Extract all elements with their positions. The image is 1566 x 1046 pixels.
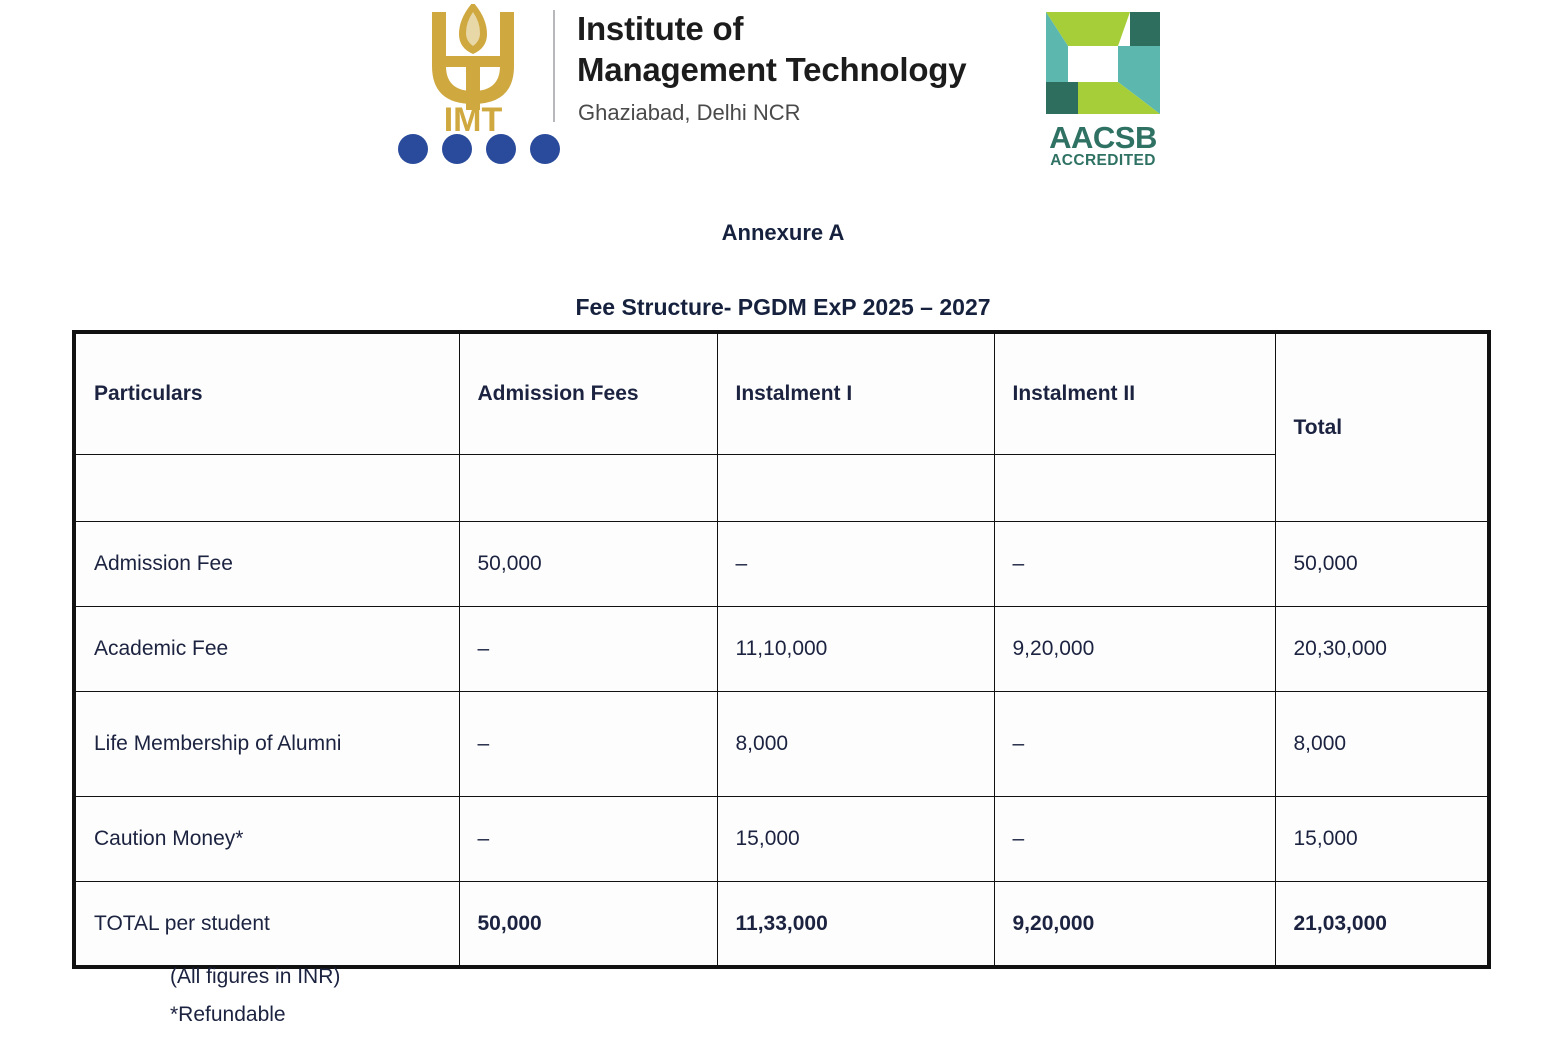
cell-instalment-2: – (994, 692, 1275, 797)
header-instalment-2: Instalment II (994, 332, 1275, 455)
table-header-row (74, 332, 1489, 455)
letterhead (0, 0, 1566, 175)
spacer-cell-instalment-2 (994, 455, 1275, 522)
cell-total: 8,000 (1275, 692, 1489, 797)
header-instalment-1: Instalment I (717, 332, 994, 455)
header-particulars: Particulars (74, 332, 459, 455)
fee-structure-table-container (72, 330, 1487, 969)
cell-instalment-1: 11,10,000 (717, 607, 994, 692)
footnote-refundable: *Refundable (170, 1003, 286, 1026)
imt-dot-4 (530, 134, 560, 164)
aacsb-status: ACCREDITED (1050, 152, 1156, 169)
table-total-row (74, 882, 1489, 968)
cell-admission-fees: – (459, 692, 717, 797)
cell-instalment-1: – (717, 522, 994, 607)
cell-total: 50,000 (1275, 522, 1489, 607)
spacer-cell-particulars (74, 455, 459, 522)
annexure-label: Annexure A (721, 220, 845, 245)
table-row (74, 607, 1489, 692)
cell-instalment-2-total: 9,20,000 (994, 882, 1275, 968)
page-title: Fee Structure- PGDM ExP 2025 – 2027 (575, 294, 991, 320)
imt-abbreviation: IMT (443, 101, 503, 132)
cell-admission-fees: – (459, 797, 717, 882)
institute-name-line1: Institute of (577, 10, 744, 47)
header-admission-fees: Admission Fees (459, 332, 717, 455)
header-total: Total (1275, 332, 1489, 522)
imt-dot-1 (398, 134, 428, 164)
cell-instalment-1: 8,000 (717, 692, 994, 797)
cell-total: 20,30,000 (1275, 607, 1489, 692)
cell-instalment-1-total: 11,33,000 (717, 882, 994, 968)
imt-torch-icon (396, 4, 551, 132)
spacer-cell-admission (459, 455, 717, 522)
table-row (74, 797, 1489, 882)
cell-particulars: Life Membership of Alumni (74, 692, 459, 797)
table-row (74, 692, 1489, 797)
aacsb-mark-icon (1038, 8, 1168, 120)
cell-admission-fees: – (459, 607, 717, 692)
institute-name (577, 8, 1007, 90)
cell-total: 15,000 (1275, 797, 1489, 882)
imt-dot-2 (442, 134, 472, 164)
cell-particulars: Academic Fee (74, 607, 459, 692)
table-row (74, 522, 1489, 607)
footnote-currency: (All figures in INR) (170, 965, 341, 988)
institute-name-line2: Management Technology (577, 51, 967, 88)
cell-admission-fees: 50,000 (459, 522, 717, 607)
cell-total-grand: 21,03,000 (1275, 882, 1489, 968)
cell-instalment-1: 15,000 (717, 797, 994, 882)
imt-dots (398, 134, 560, 164)
cell-particulars: Admission Fee (74, 522, 459, 607)
footnotes (170, 958, 340, 1034)
cell-particulars-total: TOTAL per student (74, 882, 459, 968)
aacsb-name: AACSB (1049, 120, 1157, 155)
cell-instalment-2: – (994, 797, 1275, 882)
spacer-cell-instalment-1 (717, 455, 994, 522)
aacsb-accreditation-logo (1038, 8, 1168, 169)
institute-location: Ghaziabad, Delhi NCR (578, 100, 801, 125)
cell-instalment-2: – (994, 522, 1275, 607)
letterhead-divider (553, 10, 555, 122)
imt-dot-3 (486, 134, 516, 164)
cell-instalment-2: 9,20,000 (994, 607, 1275, 692)
fee-structure-table (72, 330, 1491, 969)
cell-admission-fees-total: 50,000 (459, 882, 717, 968)
cell-particulars: Caution Money* (74, 797, 459, 882)
imt-logo (396, 4, 551, 164)
